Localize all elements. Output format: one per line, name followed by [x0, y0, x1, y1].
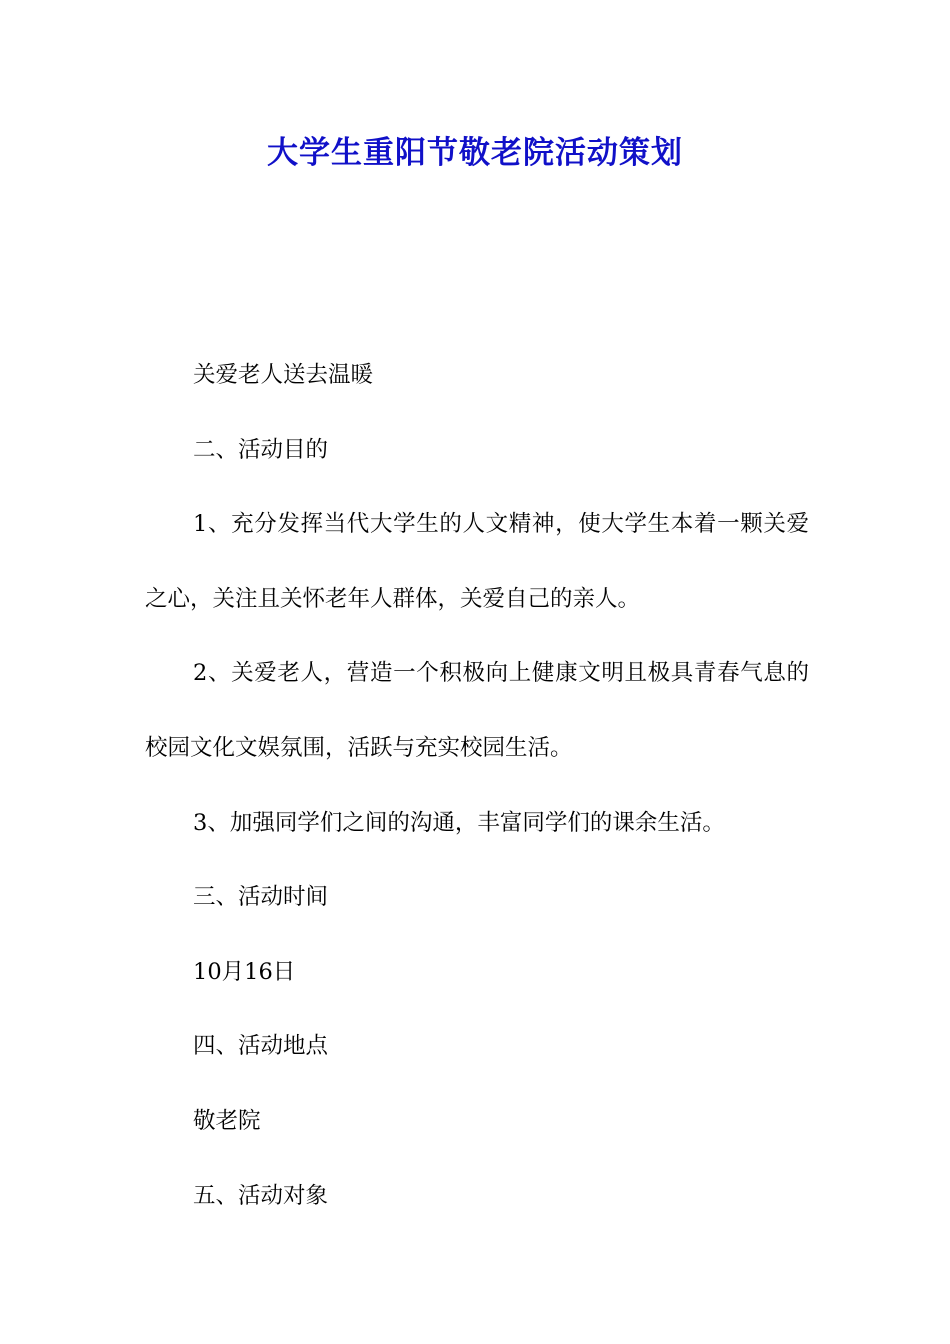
heading-activity-target: 五、活动对象: [193, 1182, 329, 1209]
paragraph-purpose-2: 2、关爱老人，营造一个积极向上健康文明且极具青春气息的校园文化文娱氛围，活跃与充实校园生活。: [145, 660, 809, 761]
paragraph-purpose-3: 3、加强同学们之间的沟通，丰富同学们的课余生活。: [193, 809, 725, 836]
paragraph-theme: 关爱老人送去温暖: [193, 362, 374, 388]
heading-activity-purpose: 二、活动目的: [193, 436, 329, 463]
heading-activity-time: 三、活动时间: [193, 884, 329, 911]
paragraph-activity-location: 敬老院: [193, 1107, 261, 1134]
document-body: [145, 338, 809, 1233]
heading-activity-location: 四、活动地点: [193, 1033, 329, 1060]
document-title: 大学生重阳节敬老院活动策划: [267, 135, 683, 171]
paragraph-purpose-1: 1、充分发挥当代大学生的人文精神，使大学生本着一颗关爱之心，关注且关怀老年人群体，关爱自己的亲人。: [145, 511, 809, 612]
paragraph-activity-date: 10月16日: [193, 958, 296, 985]
